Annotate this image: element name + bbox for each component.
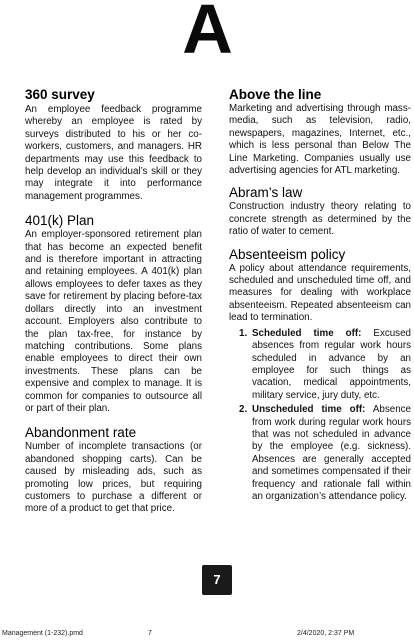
entry-term: Abandonment rate xyxy=(25,425,137,441)
numbered-list xyxy=(229,328,411,504)
entry-definition: Number of incomplete transactions (or abandoned shopping carts). Can be caused by misleading ads, such as promoting low prices, but requiring customers to purchase a different or more of a product to get that price. xyxy=(25,441,202,515)
entry-360-survey xyxy=(25,87,202,203)
entry-term: Abram’s law xyxy=(229,185,303,201)
entry-definition: An employee feedback programme whereby an employee is rated by surveys distributed to his or her co-workers, customers, and managers. HR departments may use this feedback to help develop an individual’s skill or they may integrate it into performance management programmes. xyxy=(25,104,202,202)
entry-abandonment-rate xyxy=(25,425,202,515)
entry-above-the-line xyxy=(229,87,411,177)
list-item-label: Unscheduled time off: xyxy=(252,404,366,416)
list-item xyxy=(239,404,411,503)
entry-definition: Marketing and advertising through mass-media, such as television, radio, newspapers, magazines, Internet, etc., which is less personal than Below The Line Marketing. Companies usually use advertising agencies for ATL marketing. xyxy=(229,103,411,177)
entry-401k-plan xyxy=(25,213,202,415)
list-item-text: Absence from work during regular work hours that was not scheduled in advance by the employee (e.g. sickness). Absences are generally accepted and sometimes compensated if their frequency and rationale fall within an organization’s attendance policy. xyxy=(252,404,411,502)
entry-abrams-law xyxy=(229,185,411,238)
right-column xyxy=(229,87,411,505)
section-letter-heading: A xyxy=(182,0,234,68)
entry-definition: Construction industry theory relating to concrete strength as determined by the ratio of water to cement. xyxy=(229,201,411,238)
list-item-number: 2. xyxy=(239,404,248,416)
footer-filename: Management (1-232).pmd xyxy=(2,630,83,637)
entry-absenteeism-policy xyxy=(229,247,411,504)
entry-term: 401(k) Plan xyxy=(25,213,95,229)
list-item-text: Excused absences from regular work hours scheduled in advance by an employee for such things as vacation, medical appointments, military service, jury duty, etc. xyxy=(252,327,411,401)
entry-definition: An employer-sponsored retirement plan that has become an expected benefit and is therefore important in attracting and retaining employees. A 401(k) plan allows employees to defer taxes as they save for retirement by placing before-tax dollars directly into an investment account. Employers also contribute to the plan tax-free, for instance by matching contributions. Some plans enable employees to direct their own investments. These plans can be expensive and complex to manage. It is common for companies to outsource all or part of their plan. xyxy=(25,229,202,414)
entry-term: Absenteeism policy xyxy=(229,246,346,262)
list-item-number: 1. xyxy=(239,327,248,339)
footer-page: 7 xyxy=(148,630,152,637)
entry-term: Above the line xyxy=(229,87,322,102)
entry-term: 360 survey xyxy=(25,87,95,102)
page-number-badge: 7 xyxy=(202,565,232,595)
left-column xyxy=(25,87,202,516)
entry-definition: A policy about attendance requirements, scheduled and unscheduled time off, and measures for dealing with workplace absenteeism. Repeated absenteeism can lead to termination. xyxy=(229,262,411,324)
footer-timestamp: 2/4/2020, 2:37 PM xyxy=(297,630,355,637)
list-item-label: Scheduled time off: xyxy=(252,327,362,339)
list-item xyxy=(239,328,411,402)
